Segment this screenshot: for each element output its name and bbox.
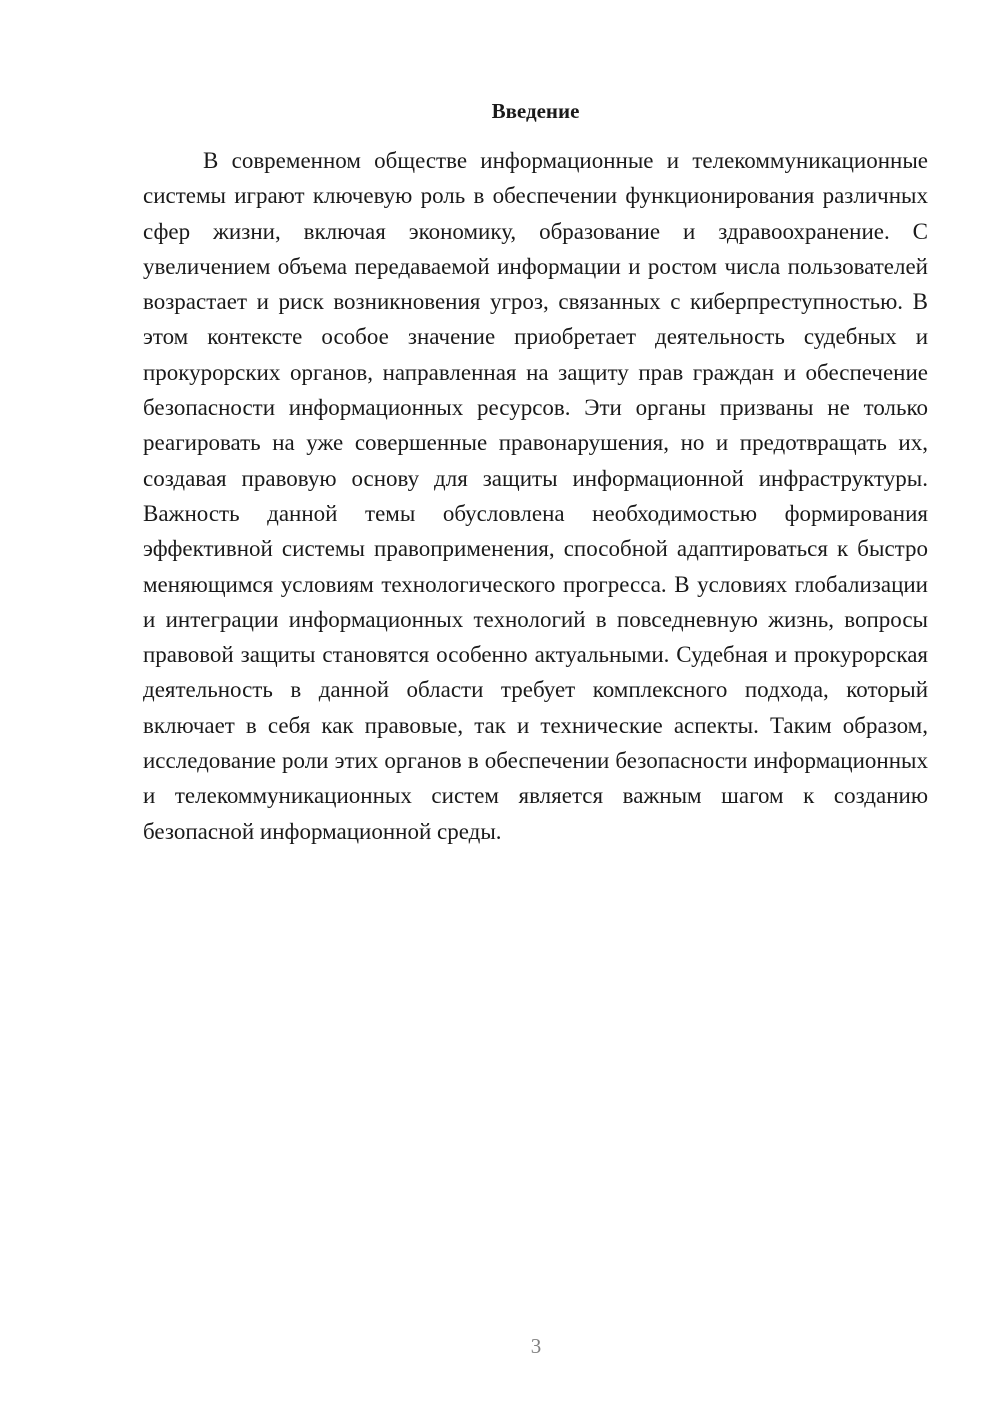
section-heading: Введение bbox=[491, 99, 580, 123]
page-number: 3 bbox=[530, 1334, 542, 1358]
body-paragraph: В современном обществе информационные и телекоммуникационные системы играют ключевую роль в обеспечении функционирования различных сфер жизни, включая экономику, образование и здравоохранение. С увеличением объема передаваемой информации и ростом числа пользователей возрастает и риск возникновения угроз, связанных с киберпреступностью. В этом контексте особое значение приобретает деятельность судебных и прокурорских органов, направленная на защиту прав граждан и обеспечение безопасности информационных ресурсов. Эти органы призваны не только реагировать на уже совершенные правонарушения, но и предотвращать их, создавая правовую основу для защиты информационной инфраструктуры. Важность данной темы обусловлена необходимостью формирования эффективной системы правоприменения, способной адаптироваться к быстро меняющимся условиям технологического прогресса. В условиях глобализации и интеграции информационных технологий в повседневную жизнь, вопросы правовой защиты становятся особенно актуальными. Судебная и прокурорская деятельность в данной области требует комплексного подхода, который включает в себя как правовые, так и технические аспекты. Таким образом, исследование роли этих органов в обеспечении безопасности информационных и телекоммуникационных систем является важным шагом к созданию безопасной информационной среды. bbox=[143, 148, 928, 844]
